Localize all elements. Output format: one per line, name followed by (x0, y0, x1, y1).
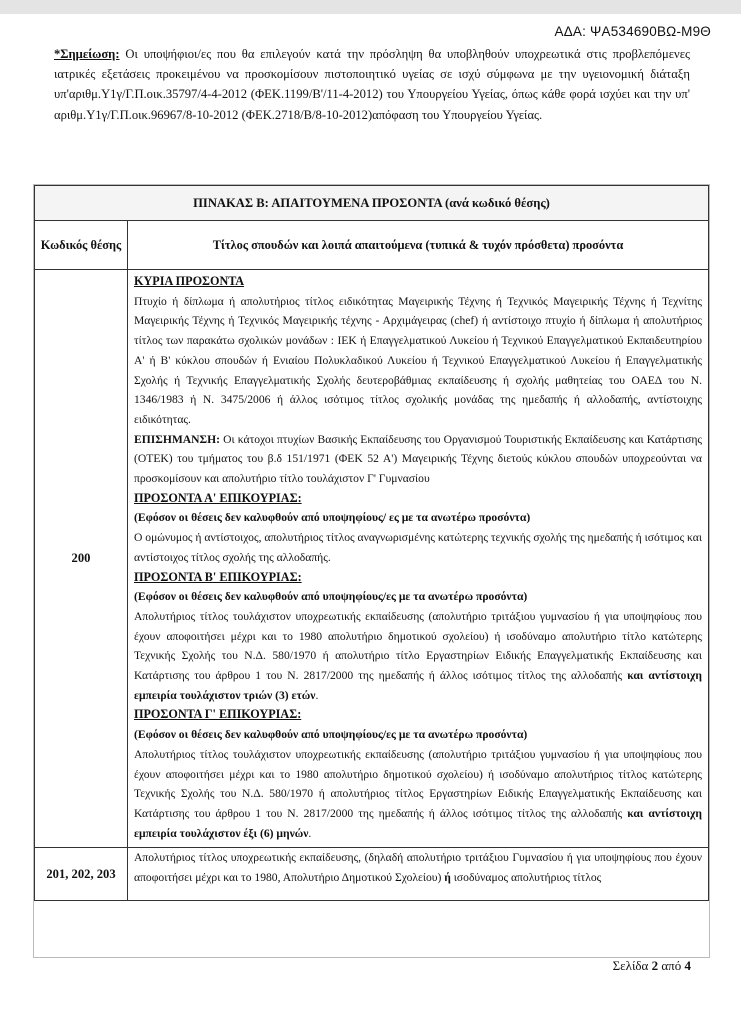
header-position-code: Κωδικός θέσης (35, 221, 128, 270)
main-qualifications-heading: ΚΥΡΙΑ ΠΡΟΣΟΝΤΑ (134, 274, 245, 288)
page-number (613, 958, 691, 974)
table-row (35, 848, 709, 901)
auxiliary-c-experience: και αντίστοιχη εμπειρία τουλάχιστον έξι (6) μηνών (134, 806, 702, 840)
auxiliary-b-text: Απολυτήριος τίτλος τουλάχιστον υποχρεωτικής εκπαίδευσης (απολυτήριο τριτάξιου γυμνασίου ή για υποψηφίους που έχουν αποφοιτήσει μέχρι και το 1980 απολυτήριο δημοτικού σχολείου) ή ισοδύναμο απολυτήριο τίτλο κατώτερης Τεχνικής Σχολής του Ν.Δ. 580/1970 ή απολυτήριο τίτλο Εργαστηρίων Ειδικής Επαγγελματικής Εκπαίδευσης και Κατάρτισης του άρθρου 1 του Ν. 2817/2000 της ημεδαπής ή άλλος ισότιμος τίτλος της αλλοδαπής (134, 609, 702, 683)
auxiliary-b-heading: ΠΡΟΣΟΝΤΑ Β' ΕΠΙΚΟΥΡΙΑΣ: (134, 569, 302, 584)
row2-paragraph (134, 848, 702, 887)
note-paragraph (54, 44, 690, 125)
page-of-word: από (658, 958, 685, 973)
table-title-row (35, 186, 709, 221)
page-total: 4 (684, 958, 691, 973)
auxiliary-c-text: Απολυτήριος τίτλος τουλάχιστον υποχρεωτικής εκπαίδευσης (απολυτήριο τριτάξιου γυμνασίου ή για υποψηφίους που έχουν αποφοιτήσει μέχρι και το 1980 απολυτήριο δημοτικού σχολείου) ή ισοδύναμο απολυτήριος τίτλος κατώτερης Τεχνικής Σχολής του Ν.Δ. 580/1970 ή απολυτήριος τίτλος Εργαστηρίων Ειδικής Επαγγελματικής Εκπαίδευσης και Κατάρτισης του άρθρου 1 του Ν. 2817/2000 της ημεδαπής ή άλλος ισότιμος τίτλος της αλλοδαπής (134, 747, 702, 820)
position-code-201-203: 201, 202, 203 (35, 848, 128, 901)
table-title: ΠΙΝΑΚΑΣ Β: ΑΠΑΙΤΟΥΜΕΝΑ ΠΡΟΣΟΝΤΑ (ανά κωδικό θέσης) (35, 186, 709, 221)
header-qualifications: Τίτλος σπουδών και λοιπά απαιτούμενα (τυπικά & τυχόν πρόσθετα) προσόντα (128, 221, 709, 270)
requirements-table (34, 185, 709, 901)
qualifications-cell-200 (128, 270, 709, 848)
ada-code: ΑΔΑ: ΨΑ534690ΒΩ-Μ9Θ (554, 24, 711, 39)
auxiliary-a-condition: (Εφόσον οι θέσεις δεν καλυφθούν από υποψηφίους/ ες με τα ανωτέρω προσόντα) (134, 511, 531, 525)
auxiliary-b-condition: (Εφόσον οι θέσεις δεν καλυφθούν από υποψηφίους/ες με τα ανωτέρω προσόντα) (134, 590, 528, 604)
auxiliary-c-paragraph: Απολυτήριος τίτλος τουλάχιστον υποχρεωτικής εκπαίδευσης (απολυτήριο τριτάξιου γυμνασίου ή για υποψηφίους που έχουν αποφοιτήσει μέχρι και το 1980 απολυτήριο δημοτικού σχολείου) ή ισοδύναμο απολυτήριος τίτλος κατώτερης Τεχνικής Σχολής του Ν.Δ. 580/1970 ή απολυτήριος τίτλος Εργαστηρίων Ειδικής Επαγγελματικής Εκπαίδευσης και Κατάρτισης του άρθρου 1 του Ν. 2817/2000 της ημεδαπής ή άλλος ισότιμος τίτλος της αλλοδαπής και αντίστοιχη εμπειρία τουλάχιστον έξι (6) μηνών. (134, 747, 702, 840)
requirements-table-frame (33, 184, 710, 958)
qualifications-cell-201-203 (128, 848, 709, 901)
top-bar (0, 0, 741, 14)
table-header-row (35, 221, 709, 270)
position-code-200: 200 (35, 270, 128, 848)
page-current: 2 (651, 958, 659, 973)
page-word: Σελίδα (612, 958, 652, 973)
auxiliary-c-condition: (Εφόσον οι θέσεις δεν καλυφθούν από υποψηφίους/ες με τα ανωτέρω προσόντα) (134, 728, 528, 742)
remark-paragraph (134, 430, 702, 489)
note-label: *Σημείωση: (54, 47, 120, 61)
note-text: Οι υποψήφιοι/ες που θα επιλεγούν κατά την πρόσληψη θα υποβληθούν υποχρεωτικά στις προβλεπόμενες ιατρικές εξετάσεις προκειμένου να προσκομίσουν πιστοποιητικό υγείας σε ισχύ σύμφωνα με την υγειονομική διάταξη υπ'αριθμ.Υ1γ/Γ.Π.οικ.35797/4-4-2012 (ΦΕΚ.1199/Β'/11-4-2012) του Υπουργείου Υγείας, όπως κάθε φορά ισχύει και την υπ' αριθμ.Υ1γ/Γ.Π.οικ.96967/8-10-2012 (ΦΕΚ.2718/Β/8-10-2012)απόφαση του Υπουργείου Υγείας. (54, 47, 690, 122)
auxiliary-b-experience: και αντίστοιχη εμπειρία τουλάχιστον τριών (3) ετών (134, 669, 702, 702)
row2-text-end: ισοδύναμος απολυτήριος τίτλος (450, 871, 602, 885)
main-qualifications-text: Πτυχίο ή δίπλωμα ή απολυτήριος τίτλος ειδικότητας Μαγειρικής Τέχνης ή Τεχνικός Μαγειρικής Τέχνης ή Τεχνίτης Μαγειρικής Τέχνης ή Τεχνικός Μαγειρικής τέχνης - Αρχιμάγειρας (chef) ή αντίστοιχο πτυχίο ή δίπλωμα ή απολυτήριος τίτλος των παρακάτω σχολικών μονάδων : ΙΕΚ ή Επαγγελματικού Λυκείου ή Τεχνικού Επαγγελματικού Εκπαιδευτηρίου Α' ή Β' κύκλου σπουδών ή Ενιαίου Πολυκλαδικού Λυκείου ή Τεχνικού Επαγγελματικού Λυκείου ή Επαγγελματικής Σχολής ή Τεχνικής Επαγγελματικής Σχολής δευτεροβάθμιας εκπαίδευσης ή σχολής μαθητείας του ΟΑΕΔ του Ν. 1346/1983 ή Ν. 3475/2006 ή άλλος ισότιμος τίτλος σχολικής μονάδας της ημεδαπής ή αλλοδαπής, αντίστοιχης ειδικότητας. (134, 294, 702, 426)
row2-text-or: ή (444, 871, 451, 885)
row2-text-start: Απολυτήριος τίτλος υποχρεωτικής εκπαίδευσης, (δηλαδή απολυτήριο τριτάξιου Γυμνασίου ή για υποψηφίους που έχουν αποφοιτήσει μέχρι και το 1980, Απολυτήριο Δημοτικού Σχολείου) (134, 851, 702, 885)
remark-label: ΕΠΙΣΗΜΑΝΣΗ: (134, 432, 221, 446)
auxiliary-b-paragraph: Απολυτήριος τίτλος τουλάχιστον υποχρεωτικής εκπαίδευσης (απολυτήριο τριτάξιου γυμνασίου ή για υποψηφίους που έχουν αποφοιτήσει μέχρι και το 1980 απολυτήριο δημοτικού σχολείου) ή ισοδύναμο απολυτήριο τίτλο κατώτερης Τεχνικής Σχολής του Ν.Δ. 580/1970 ή απολυτήριο τίτλο Εργαστηρίων Ειδικής Επαγγελματικής Εκπαίδευσης και Κατάρτισης του άρθρου 1 του Ν. 2817/2000 της ημεδαπής ή άλλος ισότιμος τίτλος της αλλοδαπής και αντίστοιχη εμπειρία τουλάχιστον τριών (3) ετών. (134, 609, 702, 702)
table-row (35, 270, 709, 848)
auxiliary-a-text: Ο ομώνυμος ή αντίστοιχος, απολυτήριος τίτλος αναγνωρισμένης κατώτερης τεχνικής σχολής της ημεδαπής ή ισότιμος και αντίστοιχος τίτλος σχολής της αλλοδαπής. (134, 531, 702, 564)
remark-text: Οι κάτοχοι πτυχίων Βασικής Εκπαίδευσης του Οργανισμού Τουριστικής Εκπαίδευσης και Κατάρτισης (ΟΤΕΚ) του τμήματος του β.δ 151/1971 (ΦΕΚ 52 Α') Μαγειρικής Τέχνης διετούς κύκλου σπουδών υποχρεούνται να προσκομίσουν και απολυτήριο τίτλο τουλάχιστον Γ' Γυμνασίου (134, 432, 702, 486)
auxiliary-a-heading: ΠΡΟΣΟΝΤΑ Α' ΕΠΙΚΟΥΡΙΑΣ: (134, 490, 302, 505)
auxiliary-c-heading: ΠΡΟΣΟΝΤΑ Γ' ΕΠΙΚΟΥΡΙΑΣ: (134, 707, 302, 722)
